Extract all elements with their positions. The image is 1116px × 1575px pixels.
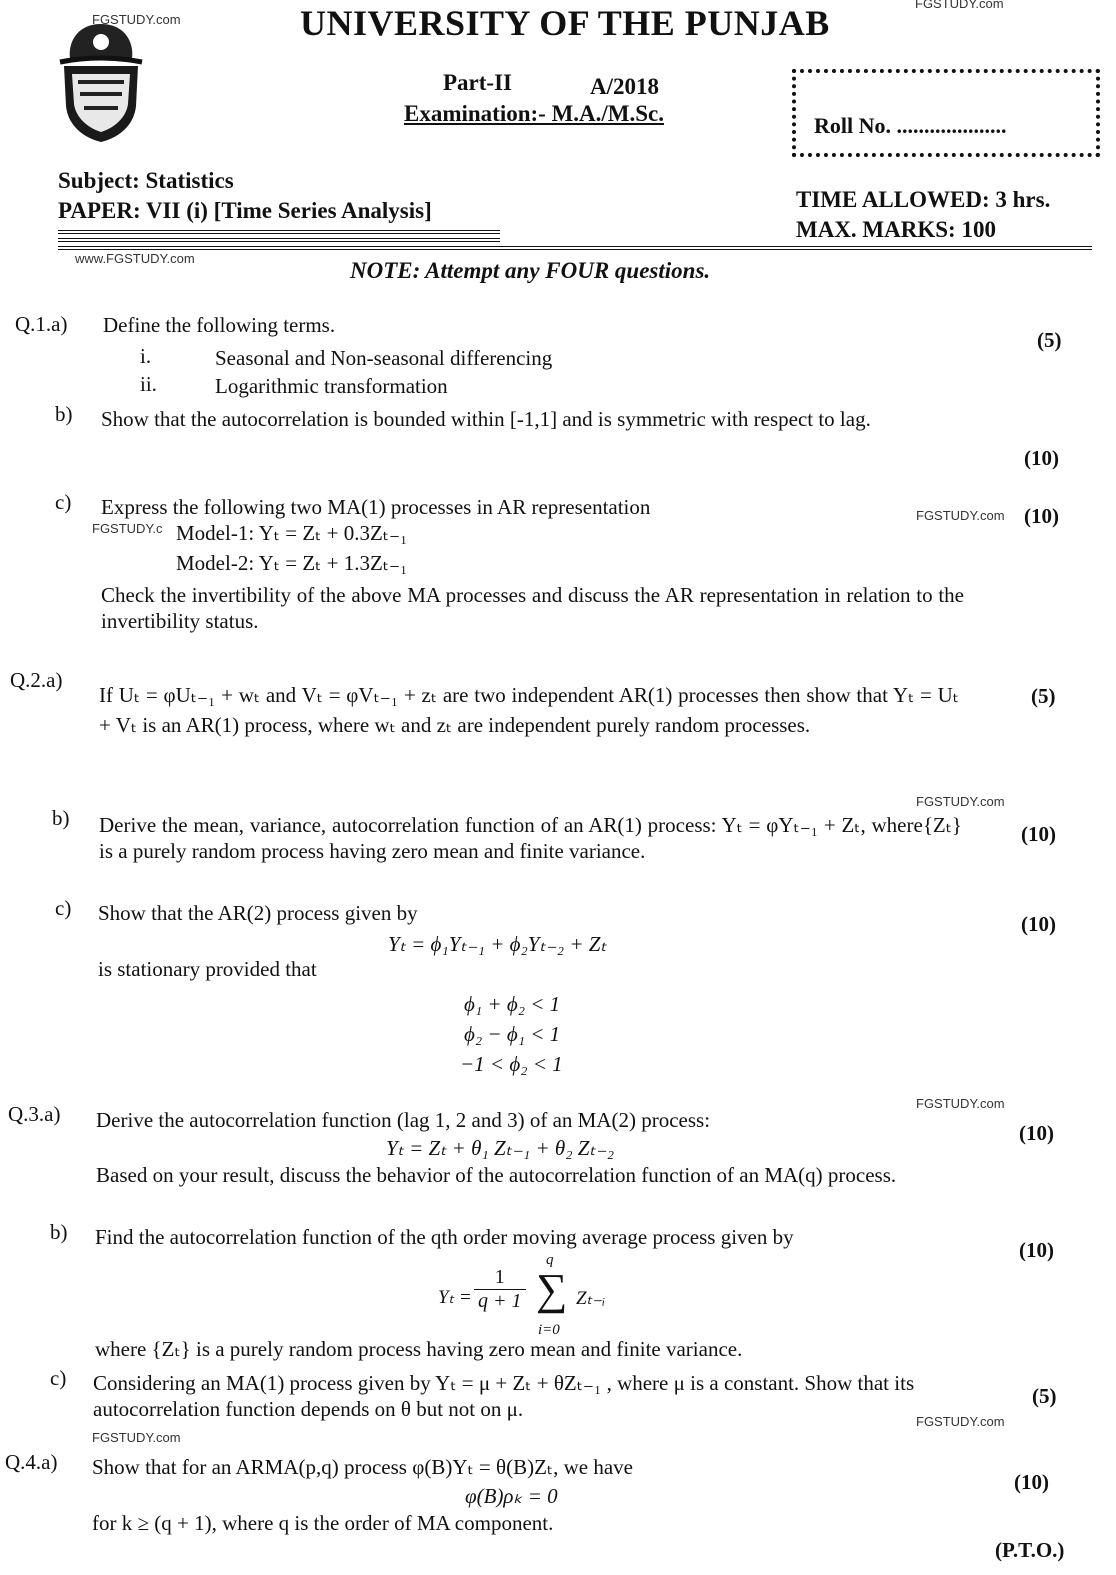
q3b-eq-lhs: Yₜ = <box>438 1287 472 1308</box>
q2c-condition: −1 < ϕ₂ < 1 <box>460 1052 563 1076</box>
max-marks: MAX. MARKS: 100 <box>796 217 996 242</box>
q4a-equation: φ(B)ρₖ = 0 <box>465 1484 558 1508</box>
q2a-text: If Uₜ = φUₜ₋₁ + wₜ and Vₜ = φVₜ₋₁ + zₜ are two independent AR(1) processes then show that Yₜ = Uₜ + Vₜ is an AR(1) process, where wₜ and zₜ are independent purely random processes. <box>99 683 959 737</box>
q2b-marks: (10) <box>1021 822 1056 846</box>
header-divider <box>58 230 500 234</box>
page-turn-note: (P.T.O.) <box>995 1538 1065 1562</box>
subject-label: Subject: Statistics <box>58 168 234 193</box>
q3b-label: b) <box>50 1220 68 1244</box>
roll-number-field: Roll No. .................... <box>814 113 1007 138</box>
q3a-text2: Based on your result, discuss the behavior of the autocorrelation function of an MA(q) process. <box>96 1163 897 1187</box>
q2a-marks: (5) <box>1031 684 1056 708</box>
q1a-i-text: Seasonal and Non-seasonal differencing <box>215 346 553 370</box>
q2c-text2: is stationary provided that <box>98 957 317 981</box>
q1a-ii-num: ii. <box>140 372 157 396</box>
q3b-eq-lower: i=0 <box>538 1322 560 1338</box>
q1b-text: Show that the autocorrelation is bounded within [-1,1] and is symmetric with respect to lag. <box>101 407 871 431</box>
exam-part: Part-II <box>443 70 512 95</box>
q3b-text2: where {Zₜ} is a purely random process having zero mean and finite variance. <box>95 1337 743 1361</box>
q2c-label: c) <box>55 896 72 920</box>
q1a-label: Q.1.a) <box>15 312 68 336</box>
watermark: FGSTUDY.com <box>916 508 1005 523</box>
q3b-marks: (10) <box>1019 1238 1054 1262</box>
q3b-text: Find the autocorrelation function of the qth order moving average process given by <box>95 1225 794 1249</box>
watermark: FGSTUDY.com <box>915 0 1004 11</box>
q2b-label: b) <box>52 806 70 830</box>
q2c-condition: ϕ₁ + ϕ₂ < 1 <box>464 992 561 1016</box>
q4a-text: Show that for an ARMA(p,q) process φ(B)Yₜ = θ(B)Zₜ, we have <box>92 1455 633 1479</box>
q3a-text: Derive the autocorrelation function (lag 1, 2 and 3) of an MA(2) process: <box>96 1108 711 1132</box>
university-crest-icon <box>56 18 146 146</box>
q2c-condition: ϕ₂ − ϕ₁ < 1 <box>464 1022 561 1046</box>
watermark: FGSTUDY.c <box>92 521 163 536</box>
watermark: FGSTUDY.com <box>92 12 181 27</box>
q1c-label: c) <box>55 490 72 514</box>
note-instruction: NOTE: Attempt any FOUR questions. <box>350 258 711 283</box>
q1c-text: Express the following two MA(1) processes in AR representation <box>101 495 651 519</box>
header-divider <box>58 246 1092 250</box>
q4a-marks: (10) <box>1014 1470 1049 1494</box>
q1a-marks: (5) <box>1037 328 1062 352</box>
q1c-marks: (10) <box>1024 504 1059 528</box>
q3c-marks: (5) <box>1032 1384 1057 1408</box>
q3c-text: Considering an MA(1) process given by Yₜ = μ + Zₜ + θZₜ₋₁ , where μ is a constant. Show that its autocorrelation function depends on θ but not on μ. <box>93 1371 915 1421</box>
q3a-marks: (10) <box>1019 1121 1054 1145</box>
university-title: UNIVERSITY OF THE PUNJAB <box>300 3 830 43</box>
q3c-label: c) <box>50 1366 67 1390</box>
q1b-marks: (10) <box>1024 446 1059 470</box>
header-divider <box>58 238 500 242</box>
q1a-ii-text: Logarithmic transformation <box>215 374 448 398</box>
q3b-eq-numerator: 1 <box>474 1266 526 1290</box>
q2c-equation: Yₜ = ϕ₁Yₜ₋₁ + ϕ₂Yₜ₋₂ + Zₜ <box>388 932 607 956</box>
q3a-label: Q.3.a) <box>8 1102 61 1126</box>
q1a-i-num: i. <box>140 344 152 368</box>
watermark: FGSTUDY.com <box>92 1430 181 1445</box>
q1c-text2: Check the invertibility of the above MA processes and discuss the AR representation in relation to the invertibility status. <box>101 583 964 633</box>
q3b-eq-denominator: q + 1 <box>478 1290 522 1312</box>
q4a-text2: for k ≥ (q + 1), where q is the order of MA component. <box>92 1511 554 1535</box>
examination-label: Examination:- M.A./M.Sc. <box>404 101 665 126</box>
q2b-text: Derive the mean, variance, autocorrelation function of an AR(1) process: Yₜ = φYₜ₋₁ + Zₜ, where{Zₜ} is a purely random process having zero mean and finite variance. <box>99 813 962 863</box>
time-allowed: TIME ALLOWED: 3 hrs. <box>796 187 1051 212</box>
q2a-label: Q.2.a) <box>10 668 63 692</box>
q3b-eq-fraction <box>474 1266 526 1313</box>
watermark: FGSTUDY.com <box>916 794 1005 809</box>
watermark: FGSTUDY.com <box>916 1414 1005 1429</box>
q2c-marks: (10) <box>1021 912 1056 936</box>
q4a-label: Q.4.a) <box>5 1450 58 1474</box>
q3a-equation: Yₜ = Zₜ + θ₁ Zₜ₋₁ + θ₂ Zₜ₋₂ <box>386 1136 615 1160</box>
q1a-text: Define the following terms. <box>103 313 336 337</box>
q1b-label: b) <box>55 402 73 426</box>
watermark: www.FGSTUDY.com <box>75 251 195 266</box>
q3b-eq-term: Zₜ₋ᵢ <box>576 1288 606 1309</box>
q1c-model2: Model-2: Yₜ = Zₜ + 1.3Zₜ₋₁ <box>176 551 408 575</box>
exam-session: A/2018 <box>590 74 659 99</box>
watermark: FGSTUDY.com <box>916 1096 1005 1111</box>
q3b-eq-sigma: ∑ <box>536 1265 568 1314</box>
paper-title: PAPER: VII (i) [Time Series Analysis] <box>58 198 432 223</box>
q2c-text: Show that the AR(2) process given by <box>98 901 418 925</box>
q1c-model1: Model-1: Yₜ = Zₜ + 0.3Zₜ₋₁ <box>176 521 408 545</box>
q3b-eq-upper: q <box>546 1252 554 1268</box>
